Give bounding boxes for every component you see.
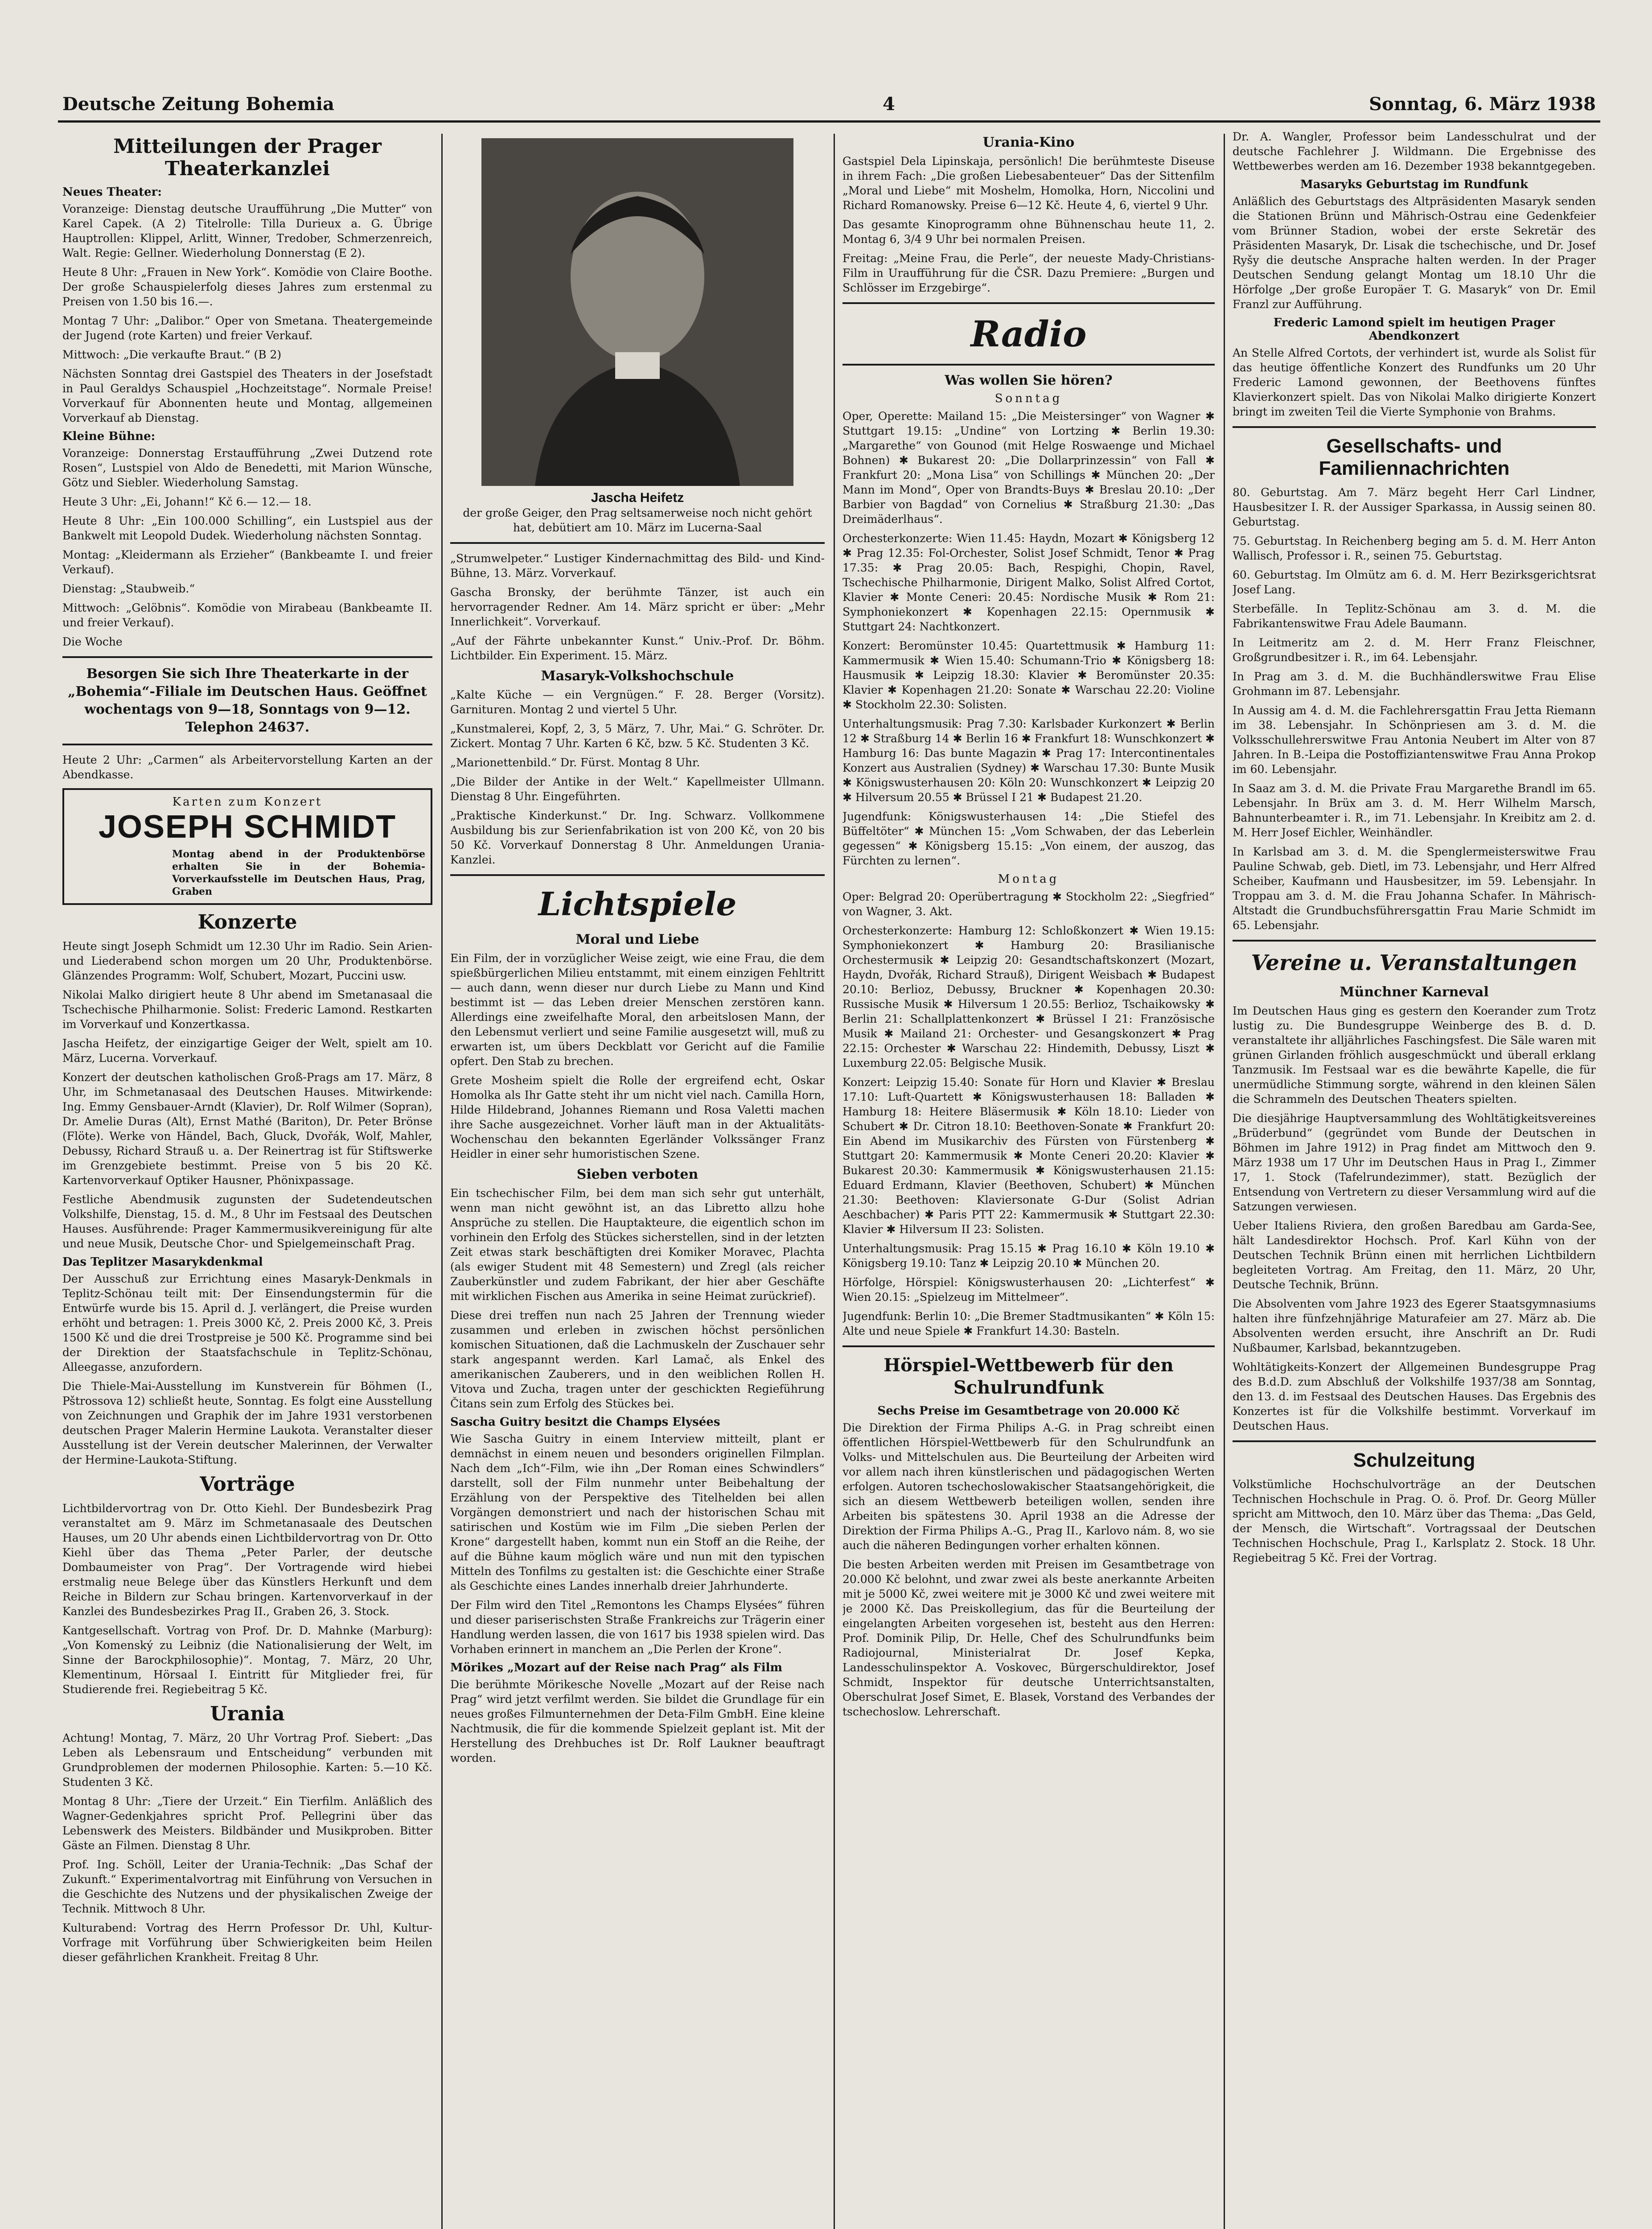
karneval-heading: Münchner Karneval — [1340, 984, 1489, 1000]
header-date: Sonntag, 6. März 1938 — [1369, 94, 1596, 115]
divider — [450, 542, 825, 544]
paragraph: Heute 2 Uhr: „Carmen“ als Arbeitervorstellung Karten an der Abendkasse. — [62, 753, 432, 781]
paragraph: Kulturabend: Vortrag des Herrn Professor Dr. Uhl, Kultur-Vorfrage mit Vorführung über Schwierigkeiten beim Heilen dieser gefährlichen Krankheit. Freitag 8 Uhr. — [62, 1921, 432, 1964]
paragraph: Im Deutschen Haus ging es gestern den Koerander zum Trotz lustig zu. Die Bundesgruppe Weinberge des B. d. D. veranstaltete ihr alljährliches Faschingsfest. Die Säle waren mit grünen Girlanden fröhlich ausgeschmückt und überall erklang Tanzmusik. Im Festsaal war es die bewährte Kapelle, die für unermüdliche Stimmung sorgte, während in den kleinen Sälen die Schrammeln des Deutschen Theaters spielten. — [1233, 1004, 1596, 1106]
paragraph: Prof. Ing. Schöll, Leiter der Urania-Technik: „Das Schaf der Zukunft.“ Experimentalvortrag mit Einführung von Versuchen in die Geschichte des Nutzens und der physikalischen Zweige der Technik. Mittwoch 8 Uhr. — [62, 1858, 432, 1915]
paragraph: „Kalte Küche — ein Vergnügen.“ F. 28. Berger (Vorsitz). Garnituren. Montag 2 und viertel 5 Uhr. — [450, 688, 825, 716]
paragraph: Der Film wird den Titel „Remontons les Champs Elysées“ führen und dieser pariserischsten Straße Frankreichs zur Trägerin einer Handlung werden lassen, die von 1617 bis 1938 spielen wird. Das Vorhaben erinnert in manchem an „Die Perlen der Krone“. — [450, 1599, 825, 1656]
header-page-number: 4 — [883, 94, 895, 115]
radio-subheading: Was wollen Sie hören? — [945, 373, 1113, 388]
schulzeitung-heading: Schulzeitung — [1353, 1449, 1475, 1471]
photo-caption-text: der große Geiger, den Prag seltsamerweise noch nicht gehört hat, debütiert am 10. März im Lucerna-Saal — [463, 506, 812, 534]
gesellschaft-heading: Gesellschafts- und Familiennachrichten — [1319, 435, 1510, 479]
subheading: Das Teplitzer Masarykdenkmal — [62, 1255, 263, 1269]
konzerte-heading: Konzerte — [197, 911, 297, 934]
ad-heading: Karten zum Konzert — [172, 795, 323, 809]
subheading: Frederic Lamond spielt im heutigen Prager Abendkonzert — [1273, 316, 1555, 343]
paragraph: Jugendfunk: Berlin 10: „Die Bremer Stadtmusikanten“ ✱ Köln 15: Alte und neue Spiele ✱ Frankfurt 14.30: Basteln. — [842, 1310, 1215, 1337]
subheading: Masaryk-Volkshochschule — [541, 668, 734, 684]
paragraph: Unterhaltungsmusik: Prag 7.30: Karlsbader Kurkonzert ✱ Berlin 12 ✱ Straßburg 14 ✱ Berlin 16 ✱ Frankfurt 18: Wunschkonzert ✱ Hamburg 16: Das bunte Magazin ✱ Prag 17: Intercontinentales Konzert aus Australien (Sydney) ✱ Warschau 17.30: Bunte Musik ✱ Königswusterhausen 20: Köln 20: Wunschkonzert ✱ Leipzig 20 ✱ Hilversum 20.55 ✱ Brüssel I 21 ✱ Budapest 21.20. — [842, 717, 1215, 804]
portrait-photo — [481, 138, 793, 486]
paragraph: Nikolai Malko dirigiert heute 8 Uhr abend im Smetanasaal die Tschechische Philharmonie. Solist: Frederic Lamond. Restkarten im Vorverkauf und Konzertkassa. — [62, 988, 432, 1031]
column-rule — [834, 134, 835, 2229]
paragraph: Montag 7 Uhr: „Dalibor.“ Oper von Smetana. Theatergemeinde der Jugend (rote Karten) und freier Verkauf. — [62, 314, 432, 342]
paragraph: Konzert der deutschen katholischen Groß-Prags am 17. März, 8 Uhr, im Schmetanasaal des Deutschen Hauses. Mitwirkende: Ing. Emmy Gensbauer-Arndt (Klavier), Dr. Rolf Wilmer (Sopran), Dr. Amelie Duras (Alt), Ernst Mathé (Bariton), Dr. Peter Brönse (Flöte). Werke von Händel, Bach, Gluck, Dvořák, Wolf, Mahler, Debussy, Richard Strauß u. a. Der Reinertrag ist für Stiftswerke im Grenzgebiete bestimmt. Preise von 5 bis 20 Kč. Kartenvorverkauf Optiker Hausner, Phönixpassage. — [62, 1071, 432, 1187]
column-rule — [1224, 134, 1225, 2229]
paragraph: Volkstümliche Hochschulvorträge an der Deutschen Technischen Hochschule in Prag. O. ö. Prof. Dr. Georg Müller spricht am Mittwoch, den 10. März über das Thema: „Das Geld, der Mensch, die Wirtschaft“. Vortragssaal der Deutschen Technischen Hochschule, Prag I., Karlsplatz 2. Stock. 18 Uhr. Regiebeitrag 5 Kč. Frei der Vortrag. — [1233, 1478, 1596, 1564]
paragraph: Gascha Bronsky, der berühmte Tänzer, ist auch ein hervorragender Redner. Am 14. März spricht er über: „Mehr Innerlichkeit“. Vorverkauf. — [450, 586, 825, 628]
paragraph: Sterbefälle. In Teplitz-Schönau am 3. d. M. die Fabrikantenswitwe Frau Adele Baumann. — [1233, 602, 1596, 630]
paragraph: Voranzeige: Donnerstag Erstaufführung „Zwei Dutzend rote Rosen“, Lustspiel von Aldo de Benedetti, mit Marion Wünsche, Götz und Siebler. Wiederholung Samstag. — [62, 447, 432, 489]
paragraph: Das gesamte Kinoprogramm ohne Bühnenschau heute 11, 2. Montag 6, 3/4 9 Uhr bei normalen Preisen. — [842, 218, 1215, 246]
column-4 — [1233, 129, 1596, 2229]
paragraph: An Stelle Alfred Cortots, der verhindert ist, wurde als Solist für das heutige öffentliche Konzert des Rundfunks um 20 Uhr Frederic Lamond gewonnen, der Beethovens fünftes Klavierkonzert spielt. Das von Nikolai Malko dirigierte Konzert bringt im zweiten Teil die Vierte Symphonie von Brahms. — [1233, 346, 1596, 418]
divider — [1233, 1440, 1596, 1442]
paragraph: Montag: „Kleidermann als Erzieher“ (Bankbeamte I. und freier Verkauf). — [62, 548, 432, 576]
paragraph: In Aussig am 4. d. M. die Fachlehrersgattin Frau Jetta Riemann im 38. Lebensjahr. In Schönpriesen am 3. d. M. die Volksschullehrerswitwe Frau Antonia Neubert im Alter von 87 Jahren. In B.-Leipa die Postoffiziantenswitwe Frau Anna Prokop im 60. Lebensjahr. — [1233, 704, 1596, 776]
paragraph: Die Thiele-Mai-Ausstellung im Kunstverein für Böhmen (I., Pštrossova 12) schließt heute, Sonntag. Es folgt eine Ausstellung von Zeichnungen und Graphik der im Jahre 1931 verstorbenen deutschen Prager Malerin Hermine Laukota. Veranstalter dieser Ausstellung ist der Verein deutscher Malerinnen, der Verwalter der Hermine-Laukota-Stiftung. — [62, 1380, 432, 1466]
paragraph: „Die Bilder der Antike in der Welt.“ Kapellmeister Ullmann. Dienstag 8 Uhr. Eingeführten. — [450, 775, 825, 803]
paragraph: „Praktische Kinderkunst.“ Dr. Ing. Schwarz. Vollkommene Ausbildung bis zur Serienfabrikation ist von 200 Kč, von 20 bis 50 Kč. Vorverkauf Donnerstag 8 Uhr. Anmeldungen Urania-Kanzlei. — [450, 809, 825, 866]
divider — [842, 1345, 1215, 1347]
divider — [450, 874, 825, 876]
paragraph: In Saaz am 3. d. M. die Private Frau Margarethe Brandl im 65. Lebensjahr. In Brüx am 3. d. M. Herr Wilhelm Marsch, Bahnunterbeamter i. R., im 71. Lebensjahr. In Kreibitz am 2. d. M. Herr Josef Eichler, Weinhändler. — [1233, 782, 1596, 839]
paragraph: Heute 8 Uhr: „Ein 100.000 Schilling“, ein Lustspiel aus der Bankwelt mit Leopold Dudek. Wiederholung nächsten Sonntag. — [62, 514, 432, 542]
section-neues-theater: Neues Theater: — [62, 185, 162, 199]
column-rule — [441, 134, 443, 2229]
paragraph: „Kunstmalerei, Kopf, 2, 3, 5 März, 7. Uhr, Mai.“ G. Schröter. Dr. Zickert. Montag 7 Uhr. Karten 6 Kč, bzw. 5 Kč. Studenten 3 Kč. — [450, 722, 825, 750]
column-3 — [842, 129, 1215, 2229]
paragraph: Freitag: „Meine Frau, die Perle“, der neueste Mady-Christians-Film in Uraufführung für die ČSR. Dazu Premiere: „Burgen und Schlösser im Erzgebirge“. — [842, 252, 1215, 294]
divider — [62, 744, 432, 745]
paragraph: Der Ausschuß zur Errichtung eines Masaryk-Denkmals in Teplitz-Schönau teilt mit: Der Einsendungstermin für die Entwürfe wurde bis 15. April d. J. verlängert, die Preise wurden erhöht und betragen: 1. Preis 3000 Kč, 2. Preis 2000 Kč, 3. Preis 1500 Kč und die drei Trostpreise je 500 Kč. Programme sind bei der Direktion der Staatsfachschule in Teplitz-Schönau, Alleegasse, anzufordern. — [62, 1272, 432, 1374]
ad-text: Montag abend in der Produktenbörse erhalten Sie in der Bohemia-Vorverkaufsstelle im Deutschen Haus, Prag, Graben — [172, 848, 425, 897]
day-sonntag: Sonntag — [994, 392, 1063, 405]
paragraph: „Strumwelpeter.“ Lustiger Kindernachmittag des Bild- und Kind-Bühne, 13. März. Vorverkauf. — [450, 552, 825, 580]
portrait-illustration — [481, 138, 793, 486]
paragraph: In Leitmeritz am 2. d. M. Herr Franz Fleischner, Großgrundbesitzer i. R., im 64. Lebensjahr. — [1233, 636, 1596, 664]
paragraph: Die diesjährige Hauptversammlung des Wohltätigkeitsvereines „Brüderbund“ (gegründet vom Bunde der Deutschen in Böhmen im Jahre 1912) in Prag findet am Mittwoch den 9. März 1938 um 17 Uhr im Deutschen Haus in Prag I., Zimmer 17, 1. Stock (Tafelrundezimmer), statt. Bezüglich der Entsendung von Vertretern zu dieser Versammlung wird auf die Satzungen verwiesen. — [1233, 1112, 1596, 1213]
radio-heading: Radio — [970, 313, 1087, 355]
paragraph: Unterhaltungsmusik: Prag 15.15 ✱ Prag 16.10 ✱ Köln 19.10 ✱ Königsberg 19.10: Tanz ✱ Leipzig 20.10 ✱ München 20. — [842, 1242, 1215, 1270]
paragraph: Wohltätigkeits-Konzert der Allgemeinen Bundesgruppe Prag des B.d.D. zum Abschluß der Volkshilfe 1937/38 am Sonntag, den 13. d. im Festsaal des Deutschen Hauses. Das Ergebnis des Konzertes ist für die Volkshilfe bestimmt. Vorverkauf im Deutschen Haus. — [1233, 1361, 1596, 1432]
paragraph: Die Absolventen vom Jahre 1923 des Egerer Staatsgymnasiums halten ihre fünfzehnjährige Maturafeier am 27. März ab. Die Absolventen werden ersucht, ihre Anschrift an Dr. Rudi Nußbaumer, Karlsbad, bekanntzugeben. — [1233, 1297, 1596, 1354]
concert-advertisement — [62, 788, 432, 905]
paragraph: Mittwoch: „Gelöbnis“. Komödie von Mirabeau (Bankbeamte II. und freier Verkauf). — [62, 601, 432, 629]
theater-heading: Mitteilungen der Prager Theaterkanzlei — [113, 135, 382, 180]
subheading: Mörikes „Mozart auf der Reise nach Prag“ als Film — [450, 1661, 783, 1674]
section-kleine-buehne: Kleine Bühne: — [62, 430, 156, 443]
column-1 — [62, 129, 432, 2229]
paragraph: Kantgesellschaft. Vortrag von Prof. Dr. D. Mahnke (Marburg): „Von Komenský zu Leibniz (die Nationalisierung der Welt, im Sinne der Barockphilosophie)“. Montag, 7. März, 20 Uhr, Klementinum, Hörsaal I. Eintritt für Mitglieder frei, für Studierende frei. Regiebeitrag 5 Kč. — [62, 1624, 432, 1696]
subheading: Masaryks Geburtstag im Rundfunk — [1300, 178, 1528, 191]
paragraph: In Karlsbad am 3. d. M. die Spenglermeisterswitwe Frau Pauline Schwab, geb. Dietl, im 73. Lebensjahr, und Herr Alfred Scheiber, Kaufmann und Hausbesitzer, im 59. Lebensjahr. In Troppau am 3. d. M. die Frau Johanna Schafer. In Mährisch-Altstadt die Grundbuchsführersgattin Frau Marie Schmidt im 65. Lebensjahr. — [1233, 845, 1596, 932]
divider — [1233, 940, 1596, 942]
vereine-heading: Vereine u. Veranstaltungen — [1251, 950, 1578, 975]
paragraph: Lichtbildervortrag von Dr. Otto Kiehl. Der Bundesbezirk Prag veranstaltet am 9. März im Schmetanasaale des Deutschen Hauses, um 20 Uhr abends einen Lichtbildervortrag von Dr. Otto Kiehl über das Thema „Peter Parler, der deutsche Dombaumeister von Prag“. Der Vortragende wird hiebei erstmalig neue Belege über das Künstlers Herkunft und dem Reiche in Bildern zur Schau bringen. Kartenvorverkauf in der Kanzlei des Bundesbezirkes Prag II., Graben 26, 3. Stock. — [62, 1502, 432, 1618]
header-masthead: Deutsche Zeitung Bohemia — [62, 94, 334, 115]
hoerspiel-subheading: Sechs Preise im Gesamtbetrage von 20.000 Kč — [877, 1404, 1180, 1418]
photo-caption-name: Jascha Heifetz — [591, 490, 684, 505]
paragraph: Dienstag: „Staubweib.“ — [62, 582, 195, 595]
divider — [842, 302, 1215, 304]
paragraph: Ein Film, der in vorzüglicher Weise zeigt, wie eine Frau, die dem spießbürgerlichen Milieu entstammt, mit einem einzigen Fehltritt — auch dann, wenn dieser nur durch Liebe zu Mann und Kind bestimmt ist — das Leben dreier Menschen zerstören kann. Allerdings eine zweifelhafte Moral, den arbeitslosen Mann, der den Lebensmut verliert und seine Familie ausgesetzt will, muß zu erwarten ist, um übers Deckblatt vor Gericht auf die Familie opfert. Den Stab zu brechen. — [450, 952, 825, 1068]
subheading: Sascha Guitry besitzt die Champs Elysées — [450, 1415, 720, 1429]
paragraph: Grete Mosheim spielt die Rolle der ergreifend echt, Oskar Homolka als Ihr Gatte steht ihr um nicht viel nach. Camilla Horn, Hilde Hildebrand, Johannes Riemann und Rosa Valetti machen ihre Sache ausgezeichnet. Vorher läuft man in der Aktualitäts-Wochenschau den bekannten Egerländer Volkssänger Franz Heidler in einer sehr humoristischen Szene. — [450, 1074, 825, 1160]
paragraph: Die berühmte Mörikesche Novelle „Mozart auf der Reise nach Prag“ wird jetzt verfilmt werden. Sie bildet die Grundlage für ein neues großes Filmunternehmen der Deta-Film GmbH. Eine kleine Nachtmusik, die für die kommende Spielzeit geplant ist. Mit der Herstellung des Drehbuches ist Dr. Rolf Laukner beauftragt worden. — [450, 1678, 825, 1764]
paragraph: Anläßlich des Geburtstags des Altpräsidenten Masaryk senden die Stationen Brünn und Mährisch-Ostrau eine Gedenkfeier vom Brünner Stadion, wobei der erste Sekretär des Präsidenten Masaryk, Dr. Lisak die tschechische, und Dr. Josef Ryšy die deutsche Ansprache halten werden. In der Prager Deutschen Sendung gelangt Montag um 18.10 Uhr die Hörfolge „Der große Europäer T. G. Masaryk“ von Dr. Emil Franzl zur Aufführung. — [1233, 195, 1596, 311]
paragraph: Ein tschechischer Film, bei dem man sich sehr gut unterhält, wenn man nicht gewöhnt ist, an das Libretto allzu hohe Ansprüche zu stellen. Die Hauptakteure, die eigentlich schon im vorhinein den Erfolg des Stückes sicherstellen, sind in der letzten Zeit etwas stark beschäftigten drei Komiker Moravec, Plachta (als ewiger Student mit 48 Semestern) und Zregl (als reicher Zauberkünstler und zudem Fabrikant, der hier aber Geschäfte mit wirklichen Fischen aus Amerika in seine Heimat zurückrief). — [450, 1187, 825, 1303]
paragraph: 60. Geburtstag. Im Olmütz am 6. d. M. Herr Bezirksgerichtsrat Josef Lang. — [1233, 568, 1596, 596]
column-2 — [450, 129, 825, 2229]
paragraph: Jascha Heifetz, der einzigartige Geiger der Welt, spielt am 10. März, Lucerna. Vorverkauf. — [62, 1037, 432, 1065]
paragraph: Oper: Belgrad 20: Operübertragung ✱ Stockholm 22: „Siegfried“ von Wagner, 3. Akt. — [842, 890, 1215, 918]
paragraph: Wie Sascha Guitry in einem Interview mitteilt, plant er demnächst in einem neuen und besonders originellen Filmplan. Nach dem „Ich“-Film, wie ihn „Der Roman eines Schwindlers“ darstellt, soll der Film nunmehr unter Beibehaltung der Erzählung von der Perspektive des Titelhelden bei allen Vorgängen demonstriert und nach der historischen Schau mit satirischen und Kostüm wie im Film „Die sieben Perlen der Krone“ dargestellt haben, kommt nun ein Stoff an die Reihe, der auf die Bühne kaum möglich wäre und nun mit den typischen Mitteln des Tonfilms zu gestalten ist: die Geschichte einer Straße als Geschichte eines Landes innerhalb dreier Jahrhunderte. — [450, 1432, 825, 1592]
film-heading: Moral und Liebe — [575, 932, 699, 947]
lichtspiele-heading: Lichtspiele — [538, 885, 737, 923]
paragraph: Festliche Abendmusik zugunsten der Sudetendeutschen Volkshilfe, Dienstag, 15. d. M., 8 Uhr im Festsaal des Deutschen Hauses. Ausführende: Prager Kammermusikvereinigung für alte und neue Musik, Deutsche Chor- und Spielgemeinschaft Prag. — [62, 1193, 432, 1250]
paragraph: Montag 8 Uhr: „Tiere der Urzeit.“ Ein Tierfilm. Anläßlich des Wagner-Gedenkjahres spricht Prof. Pellegrini über das Lebenswerk des Meisters. Bildbänder und Musikproben. Bitter Gäste an Filmen. Dienstag 8 Uhr. — [62, 1795, 432, 1852]
paragraph: Oper, Operette: Mailand 15: „Die Meistersinger“ von Wagner ✱ Stuttgart 19.15: „Undine“ von Lortzing ✱ Berlin 19.30: „Margarethe“ von Gounod (mit Helge Roswaenge und Michael Bohnen) ✱ Bukarest 20: „Die Dollarprinzessin“ von Fall ✱ Frankfurt 20: „Mona Lisa“ von Schillings ✱ München 20: „Der Mann im Mond“, Oper von Brandts-Buys ✱ Breslau 20.10: „Der Barbier von Bagdad“ von Cornelius ✱ Straßburg 21.30: „Das Dreimäderlhaus“. — [842, 410, 1215, 526]
divider — [842, 364, 1215, 366]
paragraph: Nächsten Sonntag drei Gastspiel des Theaters in der Josefstadt in Paul Geraldys Schauspiel „Hochzeitstage“. Normale Preise! Vorverkauf für Abonnenten heute und Montag, allgemeinen Vorverkauf ab Dienstag. — [62, 367, 432, 424]
paragraph: Heute 8 Uhr: „Frauen in New York“. Komödie von Claire Boothe. Der große Schauspielerfolg dieses Jahres zum erstenmal zu Preisen von 1.50 bis 16.—. — [62, 266, 432, 308]
paragraph: Heute singt Joseph Schmidt um 12.30 Uhr im Radio. Sein Arien- und Liederabend schon morgen um 20 Uhr, Produktenbörse. Glänzendes Programm: Wolf, Schubert, Mozart, Puccini usw. — [62, 940, 432, 982]
day-montag: Montag — [998, 872, 1060, 886]
urania-kino-heading: Urania-Kino — [982, 135, 1075, 150]
paragraph: Dr. A. Wangler, Professor beim Landesschulrat und der deutsche Fachlehrer J. Wildmann. Die Ergebnisse des Wettbewerbes werden am 16. Dezember 1938 bekanntgegeben. — [1233, 130, 1596, 173]
divider — [1233, 426, 1596, 428]
paragraph: Mittwoch: „Die verkaufte Braut.“ (B 2) — [62, 348, 282, 361]
ad-title: JOSEPH SCHMIDT — [98, 809, 397, 845]
theater-ticket-notice: Besorgen Sie sich Ihre Theaterkarte in der „Bohemia“-Filiale im Deutschen Haus. Geöffnet wochentags von 9—18, Sonntags von 9—12. Telephon 24637. — [68, 666, 427, 735]
paragraph: Achtung! Montag, 7. März, 20 Uhr Vortrag Prof. Siebert: „Das Leben als Lebensraum und Entscheidung“ verbunden mit Grundproblemen der modernen Philosophie. Karten: 5.—10 Kč. Studenten 3 Kč. — [62, 1731, 432, 1789]
paragraph: Voranzeige: Dienstag deutsche Uraufführung „Die Mutter“ von Karel Capek. (A 2) Titelrolle: Tilla Durieux a. G. Übrige Hauptrollen: Klippel, Arlitt, Winner, Tredober, Schmerzenreich, Walt. Regie: Gellner. Wiederholung Donnerstag (E 2). — [62, 202, 432, 259]
paragraph: Jugendfunk: Königswusterhausen 14: „Die Stiefel des Büffeltöter“ ✱ München 15: „Vom Schwaben, der das Leberlein gegessen“ ✱ Königsberg 15.15: „Von einem, der auszog, das Fürchten zu lernen“. — [842, 810, 1215, 867]
paragraph: Die Direktion der Firma Philips A.-G. in Prag schreibt einen öffentlichen Hörspiel-Wettbewerb für den Schulrundfunk an Volks- und Mittelschulen aus. Die Beurteilung der Arbeiten wird vor allem nach ihren künstlerischen und pädagogischen Werten erfolgen. Autoren tschechoslowakischer Staatsangehörigkeit, die sich an diesem Wettbewerb beteiligen wollen, senden ihre Arbeiten bis spätestens 30. April 1938 an die Adresse der Direktion der Firma Philips A.-G., Prag II., Karlovo nám. 8, wo sie auch die näheren Bedingungen vorher erhalten können. — [842, 1421, 1215, 1552]
paragraph: Gastspiel Dela Lipinskaja, persönlich! Die berühmteste Diseuse in ihrem Fach: „Die großen Liebesabenteuer“ Das der Sittenfilm „Moral und Liebe“ mit Moshelm, Homolka, Horn, Niccolini und Richard Romanowsky. Preise 6—12 Kč. Heute 4, 6, viertel 9 Uhr. — [842, 155, 1215, 212]
page-header — [58, 89, 1600, 123]
divider — [62, 656, 432, 658]
paragraph: Diese drei treffen nun nach 25 Jahren der Trennung wieder zusammen und erleben in zwischen höchst persönlichen komischen Situationen, daß die Lachmuskeln der Zuschauer sehr stark angespannt werden. Karl Lamač, als Enkel des amerikanischen Zauberers, und in den weiblichen Rollen H. Vitova und Zucha, tragen unter der geschickten Regieführung Čitans sein zum Erfolg des Stückes bei. — [450, 1309, 825, 1410]
paragraph: In Prag am 3. d. M. die Buchhändlerswitwe Frau Elise Grohmann im 87. Lebensjahr. — [1233, 670, 1596, 698]
paragraph: 80. Geburtstag. Am 7. März begeht Herr Carl Lindner, Hausbesitzer I. R. der Aussiger Sparkassa, in Aussig seinen 80. Geburtstag. — [1233, 486, 1596, 528]
paragraph: Die besten Arbeiten werden mit Preisen im Gesamtbetrage von 20.000 Kč belohnt, und zwar zwei als beste anerkannte Arbeiten mit je 5000 Kč, zwei weitere mit je 3000 Kč und zwei weitere mit je 2000 Kč. Das Preiskollegium, das für die Beurteilung der eingelangten Arbeiten vorgesehen ist, besteht aus den Herren: Prof. Dominik Pilip, Dr. Helle, Chef des Schulrundfunks beim Radiojournal, Ministerialrat Dr. Josef Kepka, Landesschulinspektor A. Voskovec, Bürgerschuldirektor, Josef Schmidt, Inspektor für deutsche Unterrichtsanstalten, Oberschulrat Josef Simet, E. Blasek, Vorstand des Verbandes der tschechoslow. Lehrerschaft. — [842, 1558, 1215, 1718]
paragraph: Die Woche — [62, 635, 123, 648]
hoerspiel-heading: Hörspiel-Wettbewerb für den Schulrundfunk — [884, 1355, 1174, 1398]
paragraph: „Marionettenbild.“ Dr. Fürst. Montag 8 Uhr. — [450, 756, 700, 769]
paragraph: „Auf der Fährte unbekannter Kunst.“ Univ.-Prof. Dr. Böhm. Lichtbilder. Ein Experiment. 15. März. — [450, 634, 825, 662]
paragraph: Konzert: Leipzig 15.40: Sonate für Horn und Klavier ✱ Breslau 17.10: Luft-Quartett ✱ Königswusterhausen 18: Balladen ✱ Hamburg 18: Heitere Bläsermusik ✱ Köln 18.10: Lieder von Schubert ✱ Dr. Citron 18.10: Beethoven-Sonate ✱ Frankfurt 20: Ein Abend im Musikarchiv des Fürsten von Fürstenberg ✱ Stuttgart 20: Kammermusik ✱ Monte Ceneri 20.20: Klavier ✱ Bukarest 20.30: Kammermusik ✱ Königswusterhausen 21.15: Eduard Erdmann, Klavier (Beethoven, Schubert) ✱ München 21.30: Beethoven: Klaviersonate G-Dur (Solist Adrian Aeschbacher) ✱ Paris PTT 22: Kammermusik ✱ Stuttgart 22.30: Klavier ✱ Hilversum II 23: Solisten. — [842, 1076, 1215, 1236]
urania-heading: Urania — [210, 1703, 285, 1725]
paragraph: Ueber Italiens Riviera, den großen Baredbau am Garda-See, hält Landesdirektor Hochsch. Prof. Karl Kühn von der Deutschen Technik Brünn einen mit herrlichen Lichtbildern begleiteten Vortrag. Am Freitag, den 11. März, 20 Uhr, Deutsche Technik, Brünn. — [1233, 1219, 1596, 1291]
vortraege-heading: Vorträge — [200, 1473, 295, 1496]
paragraph: Hörfolge, Hörspiel: Königswusterhausen 20: „Lichterfest“ ✱ Wien 20.15: „Spielzeug im Mittelmeer“. — [842, 1276, 1215, 1304]
paragraph: 75. Geburtstag. In Reichenberg beging am 5. d. M. Herr Anton Wallisch, Professor i. R., seinen 75. Geburtstag. — [1233, 535, 1596, 562]
paragraph: Konzert: Beromünster 10.45: Quartettmusik ✱ Hamburg 11: Kammermusik ✱ Wien 15.40: Schumann-Trio ✱ Königsberg 18: Hausmusik ✱ Leipzig 18.30: Klavier ✱ Beromünster 20.35: Klavier ✱ Kopenhagen 21.20: Sonate ✱ Warschau 22.20: Violine ✱ Stockholm 22.30: Solisten. — [842, 639, 1215, 711]
film-heading: Sieben verboten — [576, 1167, 699, 1182]
paragraph: Orchesterkonzerte: Wien 11.45: Haydn, Mozart ✱ Königsberg 12 ✱ Prag 12.35: Fol-Orchester, Solist Josef Schmidt, Tenor ✱ Prag 17.35: ✱ Prag 20.05: Bach, Respighi, Chopin, Ravel, Tschechische Philharmonie, Dirigent Malko, Solist Alfred Cortot, Klavier ✱ Monte Ceneri: 20.45: Nordische Musik ✱ Rom 21: Symphoniekonzert ✱ Kopenhagen 22.15: Opernmusik ✱ Stuttgart 24: Nachtkonzert. — [842, 532, 1215, 633]
paragraph: Orchesterkonzerte: Hamburg 12: Schloßkonzert ✱ Wien 19.15: Symphoniekonzert ✱ Hamburg 20: Brasilianische Orchestermusik ✱ Leipzig 20: Gesandtschaftskonzert (Mozart, Haydn, Dvořák, Richard Strauß), Dirigent Weisbach ✱ Budapest 20.10: Berlioz, Debussy, Bruckner ✱ Kopenhagen 20.30: Russische Musik ✱ Hilversum 1 20.55: Berlioz, Tschaikowsky ✱ Berlin 21: Schallplattenkonzert ✱ Brüssel I 21: Französische Musik ✱ Mailand 21: Orchester- und Gesangskonzert ✱ Prag 22.15: Orchester ✱ Warschau 22: Hindemith, Debussy, Liszt ✱ Luxemburg 22.05: Belgische Musik. — [842, 924, 1215, 1069]
paragraph: Heute 3 Uhr: „Ei, Johann!“ Kč 6.— 12.— 18. — [62, 495, 312, 508]
